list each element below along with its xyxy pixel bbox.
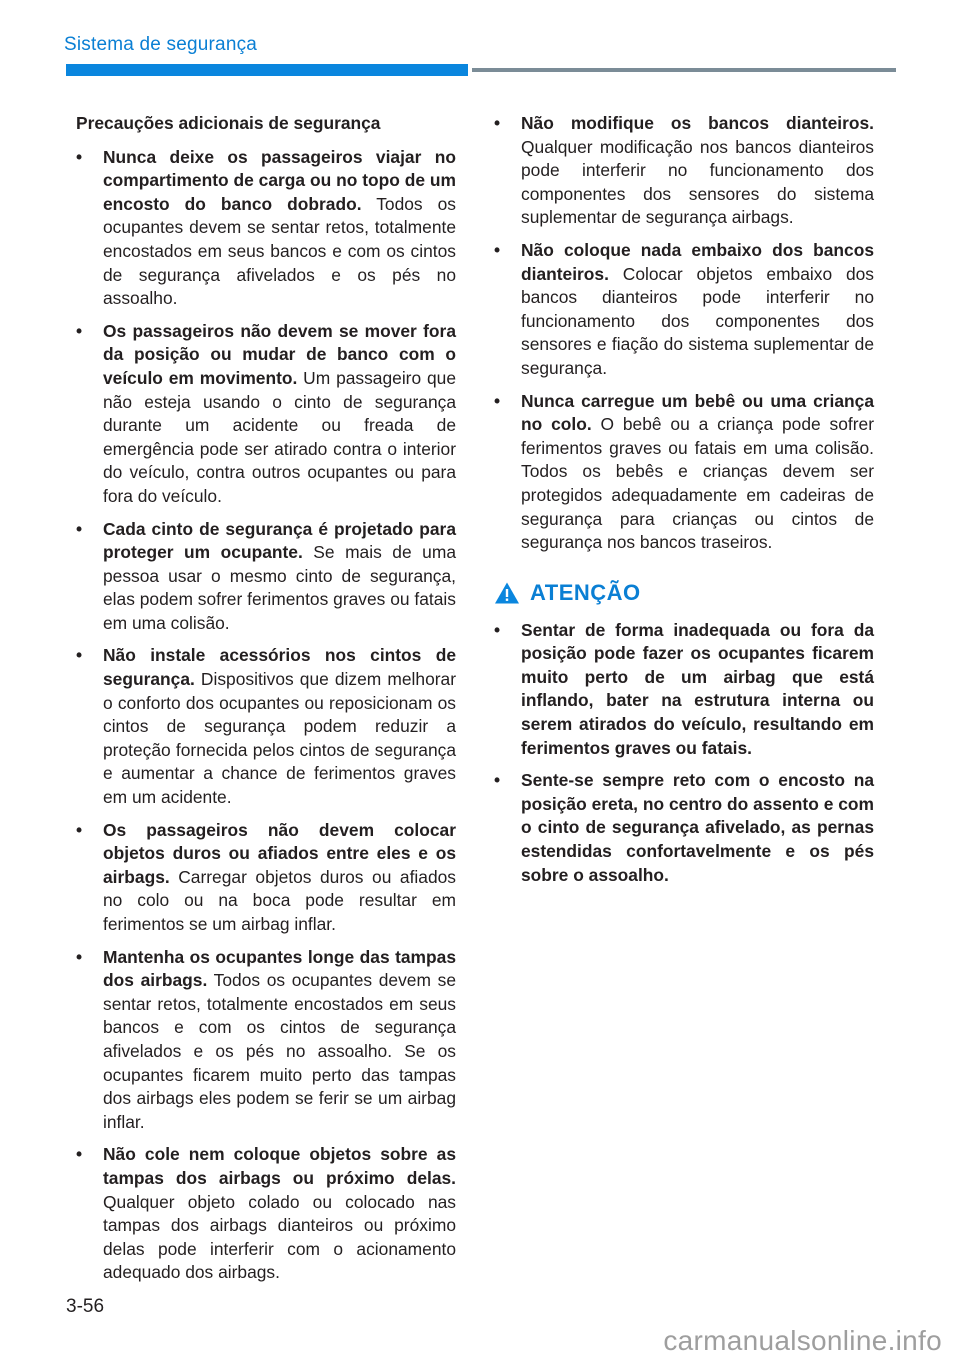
item-bold-text: Não coloque nada embaixo dos bancos dianteiros.	[521, 239, 874, 284]
item-bold-text: Não modifique os bancos dianteiros.	[521, 113, 874, 133]
bullet: •	[494, 619, 501, 640]
page-number: 3-56	[66, 1296, 105, 1317]
item-text: Um passageiro que não esteja usando o cinto de segurança durante um acidente ou freada de emergência pode ser atirado contra o interior do veículo, contra outros ocupantes ou para fora do veículo.	[103, 367, 456, 506]
item-text: Qualquer modificação nos bancos dianteiros pode interferir no funcionamento dos componentes dos sensores do sistema suplementar de segurança airbags.	[521, 136, 874, 228]
item-bold-text: Os passageiros não devem se mover fora da posição ou mudar de banco com o veículo em movimento.	[103, 320, 456, 388]
item-text: Dispositivos que dizem melhorar o conforto dos ocupantes ou reposicionam os cintos de segurança podem reduzir a proteção fornecida pelos cintos de segurança e aumentar a chance de ferimentos graves em um acidente.	[103, 669, 456, 808]
item-text: Se mais de uma pessoa usar o mesmo cinto de segurança, elas podem sofrer ferimentos graves ou fatais em uma colisão.	[103, 542, 456, 633]
bullet: •	[76, 645, 83, 666]
item-bold-text: Cada cinto de segurança é projetado para proteger um ocupante.	[103, 518, 456, 563]
item-text: Carregar objetos duros ou afiados no colo ou na boca pode resultar em ferimentos se um airbag inflar.	[103, 866, 456, 934]
bullet: •	[494, 770, 501, 791]
bullet: •	[494, 113, 501, 133]
list-item	[76, 1143, 456, 1285]
item-bold-text: Mantenha os ocupantes longe das tampas dos airbags.	[103, 946, 456, 991]
item-text: Qualquer objeto colado ou colocado nas tampas dos airbags dianteiros ou próximo delas pode interferir com o acionamento adequado dos airbags.	[103, 1191, 456, 1283]
bullet: •	[494, 390, 501, 411]
warning-item-text: Sentar de forma inadequada ou fora da posição pode fazer os ocupantes ficarem muito perto de um airbag que está inflando, bater na estrutura interna ou serem atirados do veículo, resultando em ferimentos graves ou fatais.	[521, 619, 874, 758]
warning-triangle-icon	[494, 581, 520, 605]
bullet: •	[76, 1144, 83, 1165]
bullet: •	[76, 320, 83, 341]
warning-header	[494, 581, 874, 605]
item-text: Colocar objetos embaixo dos bancos dianteiros pode interferir no funcionamento dos componentes dos sensores e fiação do sistema suplementar de segurança.	[521, 263, 874, 378]
item-bold-text: Nunca carregue um bebê ou uma criança no colo.	[521, 390, 874, 435]
list-item	[76, 819, 456, 937]
section-title: Sistema de segurança	[64, 34, 258, 55]
list-item	[76, 146, 456, 311]
warning-item	[494, 619, 874, 761]
warning-item-text: Sente-se sempre reto com o encosto na posição ereta, no centro do assento e com o cinto de segurança afivelado, as pernas estendidas confortavelmente e os pés sobre o assoalho.	[521, 770, 874, 885]
item-bold-text: Nunca deixe os passageiros viajar no compartimento de carga ou no topo de um encosto do banco dobrado.	[103, 146, 456, 214]
item-bold-text: Não instale acessórios nos cintos de segurança.	[103, 645, 456, 690]
warning-title: ATENÇÃO	[530, 579, 641, 605]
left-column	[76, 112, 456, 1294]
warning-item	[494, 769, 874, 887]
item-text: O bebê ou a criança pode sofrer ferimentos graves ou fatais em uma colisão. Todos os bebês e crianças devem ser protegidos adequadamente em cadeiras de segurança para crianças ou cintos de segurança nos bancos traseiros.	[521, 414, 874, 553]
warning-box	[494, 581, 874, 888]
subheading: Precauções adicionais de segurança	[76, 113, 381, 133]
list-item	[494, 390, 874, 555]
list-item	[76, 644, 456, 809]
bullet: •	[76, 819, 83, 840]
header-bar-gray	[472, 68, 896, 72]
bullet: •	[76, 946, 83, 967]
item-text: Todos os ocupantes devem se sentar retos, totalmente encostados em seus bancos e com os cintos de segurança afivelados e os pés no assoalho. Se os ocupantes ficarem muito perto das tampas dos airbags eles podem se ferir se um airbag inflar.	[103, 970, 456, 1132]
bullet: •	[494, 239, 501, 260]
list-item	[494, 112, 874, 230]
item-bold-text: Não cole nem coloque objetos sobre as tampas dos airbags ou próximo delas.	[103, 1144, 456, 1188]
header-bar-blue	[66, 64, 468, 76]
list-item	[76, 946, 456, 1135]
list-item	[494, 239, 874, 381]
right-column	[494, 112, 874, 896]
watermark-text: carmanualsonline.info	[663, 1325, 942, 1356]
bullet: •	[76, 518, 83, 539]
list-item	[76, 518, 456, 636]
bullet: •	[76, 146, 83, 167]
item-bold-text: Os passageiros não devem colocar objetos duros ou afiados entre eles e os airbags.	[103, 819, 456, 887]
list-item	[76, 320, 456, 509]
item-text: Todos os ocupantes devem se sentar retos, totalmente encostados em seus bancos e com os cintos de segurança afivelados e os pés no assoalho.	[103, 193, 456, 309]
